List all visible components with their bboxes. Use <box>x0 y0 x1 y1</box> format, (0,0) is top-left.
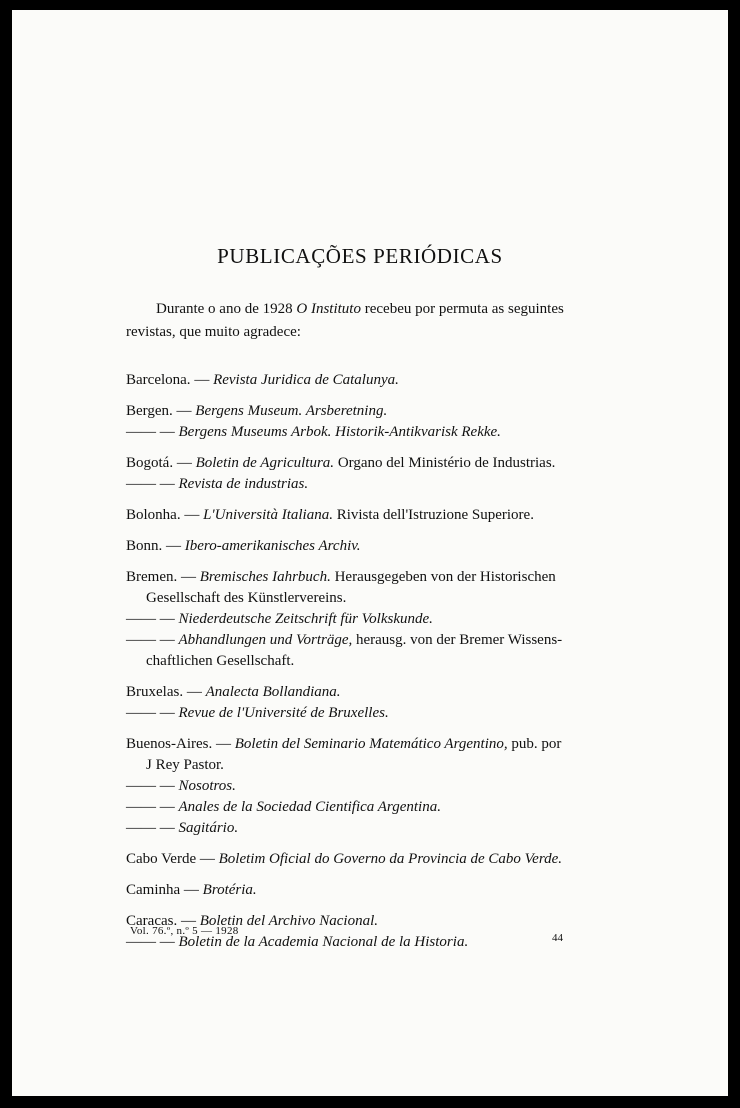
list-item <box>126 849 606 870</box>
list-item <box>126 401 606 443</box>
entry-note: herausg. von der Bremer Wissens- <box>352 632 563 648</box>
entry-title: Nosotros. <box>178 778 236 794</box>
entry-title: Bergens Museums Arbok. Historik-Antikvarisk Rekke. <box>178 424 501 440</box>
entry-line: Caracas. — Boletin del Archivo Nacional. <box>126 913 379 929</box>
entry-line: Caminha — Brotéria. <box>126 882 257 898</box>
list-item <box>126 536 606 557</box>
entry-subline: —— — Revista de industrias. <box>126 476 309 492</box>
volume-footer: Vol. 76.º, n.º 5 — 1928 <box>130 925 239 937</box>
entry-continuation: Gesellschaft des Künstlervereins. <box>146 590 347 606</box>
intro-before: Durante o ano de 1928 <box>156 301 297 317</box>
entry-line: Bogotá. — Boletin de Agricultura. Organo del Ministério de Industrias. <box>126 455 556 471</box>
entry-city: Cabo Verde <box>126 851 197 867</box>
entry-title: L'Università Italiana. <box>203 507 333 523</box>
entry-city: Bremen. <box>126 569 178 585</box>
entry-note: pub. por <box>507 736 562 752</box>
entry-line: Barcelona. — Revista Juridica de Catalunya. <box>126 372 399 388</box>
entry-title: Boletim Oficial do Governo da Provincia de Cabo Verde. <box>218 851 563 867</box>
list-item <box>126 682 606 724</box>
entry-city: Barcelona. <box>126 372 191 388</box>
entry-subline: —— — Revue de l'Université de Bruxelles. <box>126 705 389 721</box>
entry-subline: —— — Boletin de la Academia Nacional de la Historia. <box>126 934 469 950</box>
entry-line: Bremen. — Bremisches Iahrbuch. Herausgegeben von der Historischen <box>126 569 556 585</box>
entry-subline: —— — Anales de la Sociedad Cientifica Argentina. <box>126 799 441 815</box>
list-item <box>126 567 606 672</box>
entry-title: Ibero-amerikanisches Archiv. <box>184 538 361 554</box>
list-item <box>126 505 606 526</box>
entry-line: Bonn. — Ibero-amerikanisches Archiv. <box>126 538 361 554</box>
list-item <box>126 370 606 391</box>
page-title: PUBLICAÇÕES PERIÓDICAS <box>217 244 503 268</box>
entry-note: Organo del Ministério de Industrias. <box>334 455 556 471</box>
entry-title: Anales de la Sociedad Cientifica Argentina. <box>178 799 441 815</box>
entry-title: Abhandlungen und Vorträge, <box>178 632 353 648</box>
entry-note: Herausgegeben von der Historischen <box>330 569 556 585</box>
entry-city: Caminha <box>126 882 181 898</box>
entry-subline: —— — Nosotros. <box>126 778 236 794</box>
document-page <box>12 10 728 1096</box>
entry-title: Brotéria. <box>202 882 257 898</box>
entry-title: Sagitário. <box>178 820 239 836</box>
entry-line: Cabo Verde — Boletim Oficial do Governo da Provincia de Cabo Verde. <box>126 851 563 867</box>
entry-note: Rivista dell'Istruzione Superiore. <box>332 507 534 523</box>
entry-city: Bolonha. <box>126 507 181 523</box>
entry-city: Buenos-Aires. <box>126 736 213 752</box>
intro-paragraph <box>126 298 604 344</box>
entry-title: Bergens Museum. Arsberetning. <box>195 403 388 419</box>
intro-journal: O Instituto <box>296 301 361 317</box>
entry-title: Boletin de Agricultura. <box>195 455 335 471</box>
entry-subline: —— — Bergens Museums Arbok. Historik-Antikvarisk Rekke. <box>126 424 501 440</box>
entry-continuation: J Rey Pastor. <box>146 757 224 773</box>
entry-line: Buenos-Aires. — Boletin del Seminario Matemático Argentino, pub. por <box>126 736 562 752</box>
entry-title: Boletin de la Academia Nacional de la Historia. <box>178 934 469 950</box>
entry-title: Bremisches Iahrbuch. <box>199 569 331 585</box>
intro-after: recebeu por permuta as seguintes revistas, que muito agradece: <box>126 301 564 340</box>
entry-title: Analecta Bollandiana. <box>205 684 341 700</box>
page-number: 44 <box>552 932 563 944</box>
entry-title: Boletin del Seminario Matemático Argentino, <box>234 736 508 752</box>
entry-city: Bergen. <box>126 403 173 419</box>
entry-line: Bolonha. — L'Università Italiana. Rivista dell'Istruzione Superiore. <box>126 507 534 523</box>
entry-title: Boletin del Archivo Nacional. <box>199 913 379 929</box>
list-item <box>126 880 606 901</box>
entry-title: Revue de l'Université de Bruxelles. <box>178 705 389 721</box>
periodicals-list <box>126 370 606 963</box>
entry-line: Bergen. — Bergens Museum. Arsberetning. <box>126 403 388 419</box>
list-item <box>126 734 606 839</box>
entry-city: Bogotá. <box>126 455 174 471</box>
entry-subline: —— — Niederdeutsche Zeitschrift für Volkskunde. <box>126 611 433 627</box>
list-item <box>126 453 606 495</box>
entry-title: Revista Juridica de Catalunya. <box>213 372 399 388</box>
entry-continuation: chaftlichen Gesellschaft. <box>146 653 295 669</box>
entry-subline: —— — Sagitário. <box>126 820 239 836</box>
entry-line: Bruxelas. — Analecta Bollandiana. <box>126 684 341 700</box>
entry-subline: —— — Abhandlungen und Vorträge, herausg. von der Bremer Wissens- <box>126 632 563 648</box>
entry-city: Caracas. <box>126 913 178 929</box>
entry-title: Revista de industrias. <box>178 476 309 492</box>
entry-city: Bonn. <box>126 538 163 554</box>
entry-title: Niederdeutsche Zeitschrift für Volkskunde. <box>178 611 433 627</box>
entry-city: Bruxelas. <box>126 684 184 700</box>
